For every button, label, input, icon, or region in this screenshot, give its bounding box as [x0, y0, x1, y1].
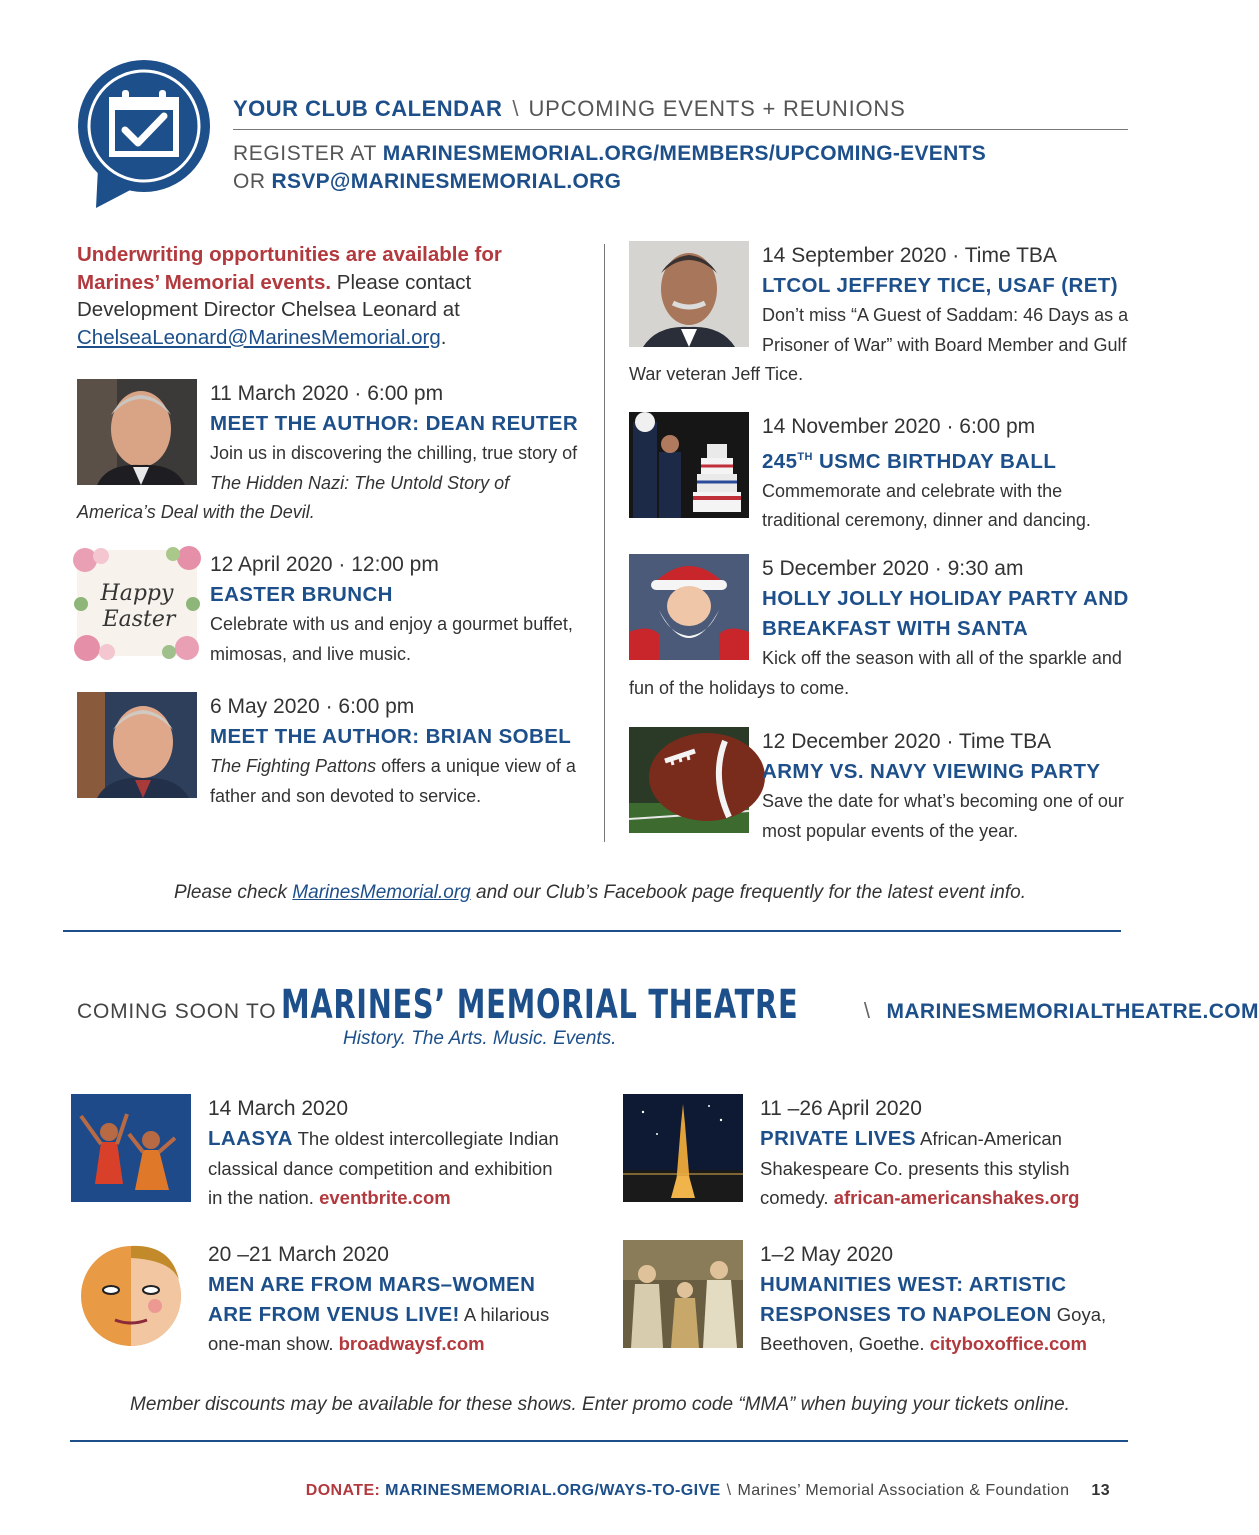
event-title: MEET THE AUTHOR: DEAN REUTER [210, 412, 579, 435]
jeffrey-tice-photo [629, 241, 749, 347]
event-description: Save the date for what’s becoming one of our most popular events of the year. [762, 791, 1124, 841]
section-divider [63, 930, 1121, 932]
donate-link[interactable]: MARINESMEMORIAL.ORG/WAYS-TO-GIVE [385, 1482, 721, 1499]
event-easter-brunch [77, 550, 587, 669]
event-description: Commemorate and celebrate with the traditional ceremony, dinner and dancing. [762, 480, 1091, 531]
show-description: MEN ARE FROM MARS–WOMEN ARE FROM VENUS LIVE! A hilarious one-man show. broadwaysf.com [208, 1273, 550, 1354]
event-title: HOLLY JOLLY HOLIDAY PARTY AND BREAKFAST WITH SANTA [762, 587, 1129, 640]
header-divider [233, 129, 1128, 130]
event-description: Don’t miss “A Guest of Saddam: 46 Days as a Prisoner of War” with Board Member and Gulf War veteran Jeff Tice. [629, 305, 1129, 384]
event-date: 6 May 2020 · 6:00 pm [210, 695, 415, 718]
show-title: HUMANITIES WEST: ARTISTIC RESPONSES TO NAPOLEON [760, 1273, 1067, 1326]
laasya-dance-image [71, 1094, 191, 1202]
event-date: 14 November 2020 · 6:00 pm [762, 415, 1036, 438]
show-description: LAASYA The oldest intercollegiate Indian classical dance competition and exhibition in the nation. eventbrite.com [208, 1127, 559, 1208]
event-title: 245TH USMC BIRTHDAY BALL [762, 449, 1057, 473]
page-number: 13 [1091, 1482, 1110, 1499]
eventbrite-link[interactable]: eventbrite.com [319, 1187, 451, 1208]
marines-memorial-link[interactable]: MarinesMemorial.org [292, 882, 471, 903]
show-private-lives [623, 1094, 1133, 1213]
column-divider [604, 244, 605, 842]
show-men-are-from-mars [71, 1240, 571, 1359]
event-date: 11 March 2020 · 6:00 pm [210, 382, 444, 405]
broadwaysf-link[interactable]: broadwaysf.com [338, 1333, 485, 1354]
show-title: LAASYA [208, 1127, 293, 1150]
dean-reuter-photo [77, 379, 197, 485]
coming-soon-label: COMING SOON TO [77, 1000, 277, 1023]
theatre-tagline: History. The Arts. Music. Events. [343, 1028, 617, 1049]
event-army-navy-party [629, 727, 1144, 846]
event-date: 12 April 2020 · 12:00 pm [210, 553, 439, 576]
event-holly-jolly-party [629, 554, 1144, 703]
show-humanities-west [623, 1240, 1133, 1359]
event-dean-reuter [77, 379, 587, 528]
happy-easter-image [77, 550, 197, 656]
event-description: The Fighting Pattons offers a unique view of a father and son devoted to service. [210, 756, 576, 806]
event-description: Celebrate with us and enjoy a gourmet buffet, mimosas, and live music. [210, 614, 573, 664]
event-jeffrey-tice [629, 241, 1144, 390]
show-laasya [71, 1094, 571, 1213]
organization-name: Marines’ Memorial Association & Foundation [737, 1482, 1070, 1499]
member-discount-note: Member discounts may be available for these shows. Enter promo code “MMA” when buying your tickets online. [130, 1394, 1070, 1415]
page-footer: DONATE: MARINESMEMORIAL.ORG/WAYS-TO-GIVE \ Marines’ Memorial Association & Foundation 13 [305, 1482, 1110, 1499]
mars-venus-face-image [71, 1240, 191, 1348]
event-description: Kick off the season with all of the sparkle and fun of the holidays to come. [629, 648, 1122, 698]
show-date: 20 –21 March 2020 [208, 1243, 389, 1266]
event-date: 5 December 2020 · 9:30 am [762, 557, 1024, 580]
development-email-link[interactable]: ChelseaLeonard@MarinesMemorial.org [77, 325, 441, 349]
football-photo [629, 727, 749, 833]
underwriting-intro: Underwriting opportunities are available for Marines’ Memorial events. Please contact Development Director Chelsea Leonard at ChelseaLeonard@MarinesMemorial.org. [77, 243, 502, 349]
show-date: 11 –26 April 2020 [760, 1097, 922, 1120]
event-title: ARMY VS. NAVY VIEWING PARTY [762, 760, 1101, 783]
paris-eiffel-tower-image [623, 1094, 743, 1202]
show-description: HUMANITIES WEST: ARTISTIC RESPONSES TO NAPOLEON Goya, Beethoven, Goethe. cityboxoffice.com [760, 1273, 1107, 1354]
event-title: EASTER BRUNCH [210, 583, 393, 606]
brian-sobel-photo [77, 692, 197, 798]
club-calendar-subtitle: UPCOMING EVENTS + REUNIONS [528, 96, 906, 121]
calendar-badge-icon [76, 58, 212, 210]
show-description: PRIVATE LIVES African-American Shakespeare Co. presents this stylish comedy. african-americanshakes.org [760, 1127, 1080, 1208]
theatre-website-link[interactable]: MARINESMEMORIALTHEATRE.COM [886, 1000, 1259, 1023]
calendar-header-title: YOUR CLUB CALENDAR \ UPCOMING EVENTS + REUNIONS [233, 96, 906, 121]
show-title: MEN ARE FROM MARS–WOMEN ARE FROM VENUS LIVE! [208, 1273, 536, 1326]
event-brian-sobel [77, 692, 587, 811]
napoleon-painting-image [623, 1240, 743, 1348]
event-usmc-birthday-ball [629, 412, 1144, 536]
register-link[interactable]: MARINESMEMORIAL.ORG/MEMBERS/UPCOMING-EVENTS [382, 142, 986, 165]
theatre-header: COMING SOON TO MARINES’ MEMORIAL THEATRE \ MARINESMEMORIALTHEATRE.COM [77, 982, 1259, 1028]
birthday-ball-photo [629, 412, 749, 518]
check-website-note: Please check MarinesMemorial.org and our Club’s Facebook page frequently for the latest event info. [174, 882, 1026, 903]
register-info: REGISTER AT MARINESMEMORIAL.ORG/MEMBERS/UPCOMING-EVENTS OR RSVP@MARINESMEMORIAL.ORG [233, 142, 986, 193]
show-date: 1–2 May 2020 [760, 1243, 894, 1266]
event-description: Join us in discovering the chilling, true story of The Hidden Nazi: The Untold Story of America’s Deal with the Devil. [77, 443, 578, 522]
svg-text:Happy: Happy [100, 581, 174, 606]
svg-text:Easter: Easter [102, 607, 176, 632]
event-date: 12 December 2020 · Time TBA [762, 730, 1052, 753]
club-calendar-title: YOUR CLUB CALENDAR [233, 96, 503, 121]
show-date: 14 March 2020 [208, 1097, 349, 1120]
rsvp-email-link[interactable]: RSVP@MARINESMEMORIAL.ORG [271, 170, 622, 193]
event-date: 14 September 2020 · Time TBA [762, 244, 1057, 267]
theatre-logo-title: MARINES’ MEMORIAL THEATRE [280, 982, 799, 1028]
show-title: PRIVATE LIVES [760, 1127, 916, 1150]
cityboxoffice-link[interactable]: cityboxoffice.com [929, 1333, 1088, 1354]
footer-divider [70, 1440, 1128, 1442]
african-american-shakes-link[interactable]: african-americanshakes.org [833, 1187, 1080, 1208]
donate-label: DONATE: [305, 1482, 381, 1499]
event-title: MEET THE AUTHOR: BRIAN SOBEL [210, 725, 572, 748]
event-title: LTCOL JEFFREY TICE, USAF (RET) [762, 274, 1118, 297]
santa-photo [629, 554, 749, 660]
